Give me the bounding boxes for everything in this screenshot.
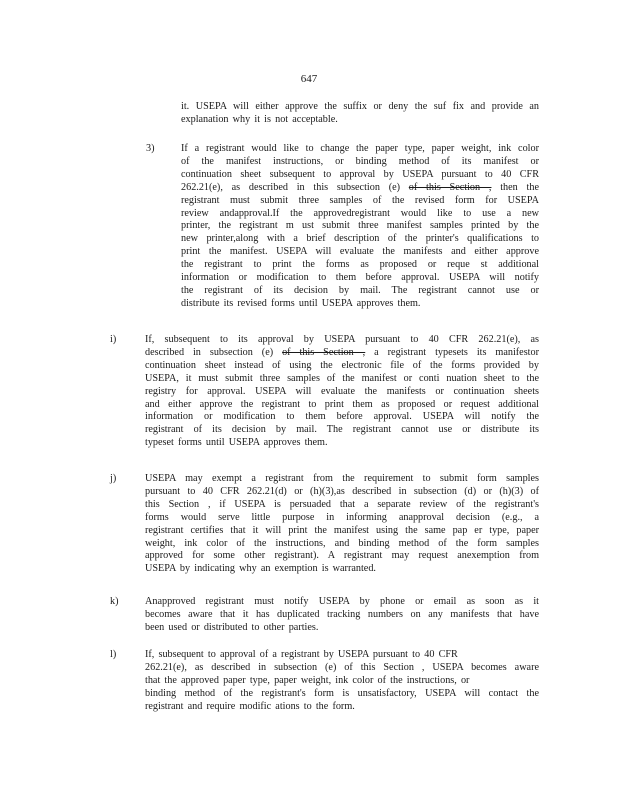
item-l-paragraph [145, 649, 539, 714]
text-line: USEPA, it must submit three samples of the manifest or conti nuation sheet to the [145, 372, 539, 384]
struck-text: of this Section , [282, 346, 366, 358]
text-line: printer, the registrant m ust submit three manifest samples printed by the [181, 220, 539, 232]
text-line: information or modification to them before approval. USEPA will notify the [145, 411, 539, 423]
text-line: pursuant to 40 CFR 262.21(d) or (h)(3),as described in subsection (d) or (h)(3) of [145, 485, 539, 497]
text-line: typeset forms until USEPA approves them. [145, 437, 328, 449]
text-line: USEPA by indicating why an exemption is warranted. [145, 563, 376, 575]
item-3-paragraph [181, 143, 539, 311]
text-line: becomes aware that it has duplicated tracking numbers on any manifests that have [145, 608, 539, 620]
item-marker-j: j) [110, 473, 117, 484]
item-i-paragraph [145, 334, 539, 450]
page-number: 647 [300, 73, 318, 85]
item-k-paragraph [145, 596, 539, 635]
text-line: this Section , if USEPA is persuaded that a separate review of the registrant's [145, 498, 539, 510]
text-line: and either approve the registrant to print them as proposed or request additional [145, 398, 539, 410]
text-line: distribute its revised forms until USEPA approves them. [181, 297, 421, 309]
text-line [181, 182, 539, 195]
text-run: described in subsection (e) [145, 346, 283, 358]
text-line: the registrant of its decision by mail. The registrant cannot use or [181, 284, 539, 296]
text-line: registrant and require modific ations to the form. [145, 700, 355, 712]
text-run: then the [491, 181, 539, 193]
struck-text: of this Section , [408, 181, 492, 193]
text-line: binding method of the registrant's form is unsatisfactory, USEPA will contact the [145, 687, 539, 699]
text-line: review andapproval.If the approvedregistrant would like to use a new [181, 207, 539, 219]
text-line: forms would serve little purpose in informing anapproval decision (e.g., a [145, 511, 539, 523]
text-line: weight, ink color of the instructions, and binding method of the form samples [145, 537, 539, 549]
text-run: a registrant typesets its manifestor [365, 346, 539, 358]
text-run: 262.21(e), as described in this subsection (e) [181, 181, 409, 193]
text-line: of the manifest instructions, or binding method of its manifest or [181, 155, 539, 167]
text-line: If a registrant would like to change the paper type, paper weight, ink color [181, 143, 539, 154]
text-line: explanation why it is not acceptable. [181, 113, 338, 125]
item-marker-k: k) [110, 596, 119, 607]
item-marker-3: 3) [146, 143, 155, 154]
item-j-paragraph [145, 473, 539, 576]
item-marker-l: l) [110, 649, 117, 660]
text-line: USEPA may exempt a registrant from the requirement to submit form samples [145, 473, 539, 484]
text-line: approved for some other registrant). A registrant may request anexemption from [145, 550, 539, 562]
text-line: registrant must submit three samples of the revised form for USEPA [181, 194, 539, 206]
text-line: registrant certifies that it will print the manifest using the same pap er type, paper [145, 524, 539, 536]
text-line: new printer,along with a brief description of the printer's qualifications to [181, 233, 539, 245]
text-line: If, subsequent to its approval by USEPA pursuant to 40 CFR 262.21(e), as [145, 334, 539, 345]
text-line: registry for approval. USEPA will evaluate the manifests or continuation sheets [145, 385, 539, 397]
text-line: 262.21(e), as described in subsection (e) of this Section , USEPA becomes aware [145, 661, 539, 673]
text-line: the registrant to print the forms as proposed or reque st additional [181, 259, 539, 271]
text-line: been used or distributed to other parties. [145, 621, 319, 633]
text-line: Anapproved registrant must notify USEPA by phone or email as soon as it [145, 596, 539, 607]
text-line: continuation sheet subsequent to approval by USEPA pursuant to 40 CFR [181, 168, 539, 180]
text-line: information or modification to them before approval. USEPA will notify [181, 272, 539, 284]
text-line: print the manifest. USEPA will evaluate the manifests and either approve [181, 246, 539, 258]
text-line [145, 347, 539, 360]
item-marker-i: i) [110, 334, 117, 345]
intro-paragraph [181, 101, 539, 127]
text-line: If, subsequent to approval of a registrant by USEPA pursuant to 40 CFR [145, 649, 458, 660]
text-line: that the approved paper type, paper weight, ink color of the instructions, or [145, 674, 470, 686]
text-line: it. USEPA will either approve the suffix or deny the suf fix and provide an [181, 101, 539, 112]
text-line: continuation sheet instead of using the electronic file of the forms provided by [145, 359, 539, 371]
text-line: registrant of its decision by mail. The registrant cannot use or distribute its [145, 424, 539, 436]
